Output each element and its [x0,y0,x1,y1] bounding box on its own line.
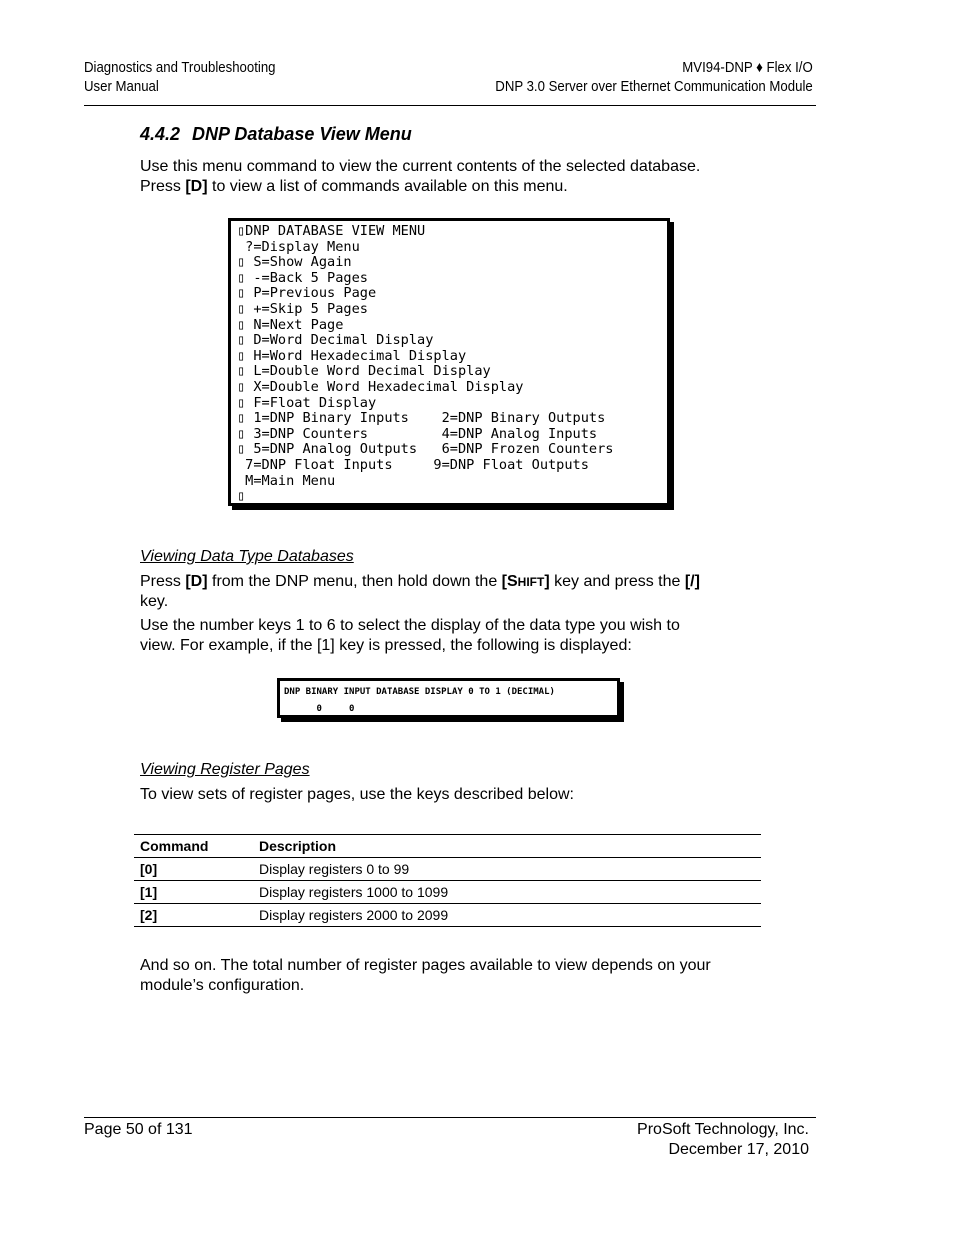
key-shift-close: ] [544,573,550,590]
subheading-register-pages: Viewing Register Pages [140,761,310,778]
menu-line: ▯ [237,488,246,505]
footer-right [637,1120,809,1160]
key-d: [D] [185,178,208,195]
closing-paragraph [140,956,780,996]
register-pages-intro: To view sets of register pages, use the keys described below: [140,786,574,803]
table-row [134,881,761,904]
closing-line-1: And so on. The total number of register pages available to view depends on your [140,957,711,974]
subheading-data-types: Viewing Data Type Databases [140,548,354,565]
p1-text-d: key. [140,593,169,610]
table-row [134,904,761,927]
menu-line: ▯ 5=DNP Analog Outputs 6=DNP Frozen Counters [237,441,614,458]
header-product: MVI94-DNP ♦ Flex I/O [682,59,813,76]
header-product-desc: DNP 3.0 Server over Ethernet Communication Module [495,78,813,95]
description-cell: Display registers 0 to 99 [253,858,761,881]
database-view-menu-screenshot [228,218,670,506]
register-commands-table [134,834,761,927]
command-cell: [2] [134,904,253,927]
menu-line: ▯ N=Next Page [237,316,344,333]
menu-line: ▯ 3=DNP Counters 4=DNP Analog Inputs [237,425,598,442]
header-doc-type: User Manual [84,78,159,95]
menu-line: ▯ +=Skip 5 Pages [237,300,368,317]
data-types-paragraph-2 [140,616,780,656]
key-shift-open: [S [501,573,518,590]
footer-date: December 17, 2010 [668,1141,809,1158]
menu-line: ▯ D=Word Decimal Display [237,332,434,349]
menu-line: ▯DNP DATABASE VIEW MENU [237,223,426,239]
key-d-2: [D] [185,573,208,590]
menu-line: ?=Display Menu [237,238,360,255]
menu-line: ▯ -=Back 5 Pages [237,269,368,286]
command-cell: [0] [134,858,253,881]
section-heading [140,124,412,145]
menu-line: ▯ H=Word Hexadecimal Display [237,347,467,364]
closing-line-2: module’s configuration. [140,977,305,994]
p1-text-b: from the DNP menu, then hold down the [207,573,502,590]
menu-line: ▯ P=Previous Page [237,285,377,302]
binary-display-values: 0 0 [284,704,355,714]
menu-line: 7=DNP Float Inputs 9=DNP Float Outputs [237,456,589,473]
header-left [84,58,276,96]
section-intro [140,157,780,197]
column-header-description: Description [253,835,761,858]
table-row [134,858,761,881]
data-types-paragraph-1 [140,572,780,612]
binary-display-title: DNP BINARY INPUT DATABASE DISPLAY 0 TO 1 (DECIMAL) [284,687,555,697]
menu-line: ▯ X=Double Word Hexadecimal Display [237,378,524,395]
section-title: DNP Database View Menu [192,124,412,144]
menu-line: ▯ F=Float Display [237,394,377,411]
intro-line-1: Use this menu command to view the current contents of the selected database. [140,158,701,175]
description-cell: Display registers 1000 to 1099 [253,881,761,904]
footer-company: ProSoft Technology, Inc. [637,1121,809,1138]
column-header-command: Command [134,835,253,858]
footer-page-number: Page 50 of 131 [84,1121,193,1138]
menu-line: M=Main Menu [237,472,336,489]
p2-line-1: Use the number keys 1 to 6 to select the display of the data type you wish to [140,617,680,634]
header-rule [84,105,816,106]
menu-line: ▯ L=Double Word Decimal Display [237,363,491,380]
menu-line: ▯ 1=DNP Binary Inputs 2=DNP Binary Outputs [237,410,606,427]
key-shift-small: HIFT [517,575,545,589]
key-shift [502,573,550,590]
p2-line-2: view. For example, if the [1] key is pressed, the following is displayed: [140,637,632,654]
intro-text-2: to view a list of commands available on this menu. [207,178,568,195]
key-slash: [/] [684,573,700,590]
section-number: 4.4.2 [140,124,181,144]
table-header-row [134,835,761,858]
menu-line: ▯ S=Show Again [237,254,352,271]
command-cell: [1] [134,881,253,904]
description-cell: Display registers 2000 to 2099 [253,904,761,927]
header-right [496,58,813,96]
footer-rule [84,1117,816,1118]
binary-input-display-screenshot [277,678,620,718]
p1-text-c: key and press the [549,573,685,590]
header-chapter: Diagnostics and Troubleshooting [84,59,276,76]
p1-text-a: Press [140,573,186,590]
intro-line-2 [140,177,780,197]
intro-text: Press [140,178,186,195]
